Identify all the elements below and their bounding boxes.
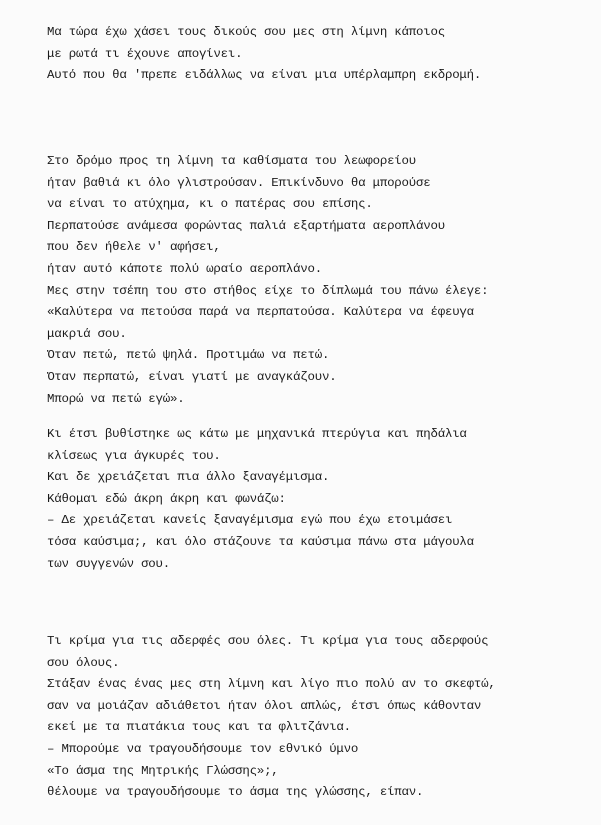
- text-line: που δεν ήθελε ν' αφήσει,: [47, 240, 221, 255]
- text-line: ήταν αυτό κάποτε πολύ ωραίο αεροπλάνο.: [47, 261, 322, 276]
- text-line: Μα τώρα έχω χάσει τους δικούς σου μες στη λίμνη κάποιος: [47, 25, 445, 39]
- stanza-2: [47, 151, 592, 410]
- text-line: Περπατούσε ανάμεσα φορώντας παλιά εξαρτήματα αεροπλάνου: [47, 218, 445, 233]
- text-line: «Το άσμα της Μητρικής Γλώσσης»;,: [47, 763, 279, 778]
- text-line: – Μπορούμε να τραγουδήσουμε τον εθνικό ύμνο: [47, 741, 359, 756]
- text-line: Στάξαν ένας ένας μες στη λίμνη και λίγο πιο πολύ αν το σκεφτώ,: [47, 677, 496, 692]
- text-line: τόσα καύσιμα;, και όλο στάζουνε τα καύσιμα πάνω στα μάγουλα: [47, 534, 474, 549]
- text-line: Όταν περπατώ, είναι γιατί με αναγκάζουν.: [47, 369, 337, 384]
- text-line: ήταν βαθιά κι όλο γλιστρούσαν. Επικίνδυνο θα μπορούσε: [47, 175, 431, 190]
- text-line: Αυτό που θα 'πρεπε ειδάλλως να είναι μια υπέρλαμπρη εκδρομή.: [47, 68, 482, 83]
- text-line: – Δε χρειάζεται κανείς ξαναγέμισμα εγώ που έχω ετοιμάσει: [47, 513, 453, 528]
- text-line: «Καλύτερα να πετούσα παρά να περπατούσα. Καλύτερα να έφευγα: [47, 305, 474, 320]
- text-line: Κι έτσι βυθίστηκε ως κάτω με μηχανικά πτερύγια και πηδάλια: [47, 427, 467, 441]
- text-line: Και δε χρειάζεται πια άλλο ξαναγέμισμα.: [47, 470, 330, 485]
- stanza-4: [47, 631, 592, 804]
- text-line: Κάθομαι εδώ άκρη άκρη και φωνάζω:: [47, 491, 286, 506]
- text-line: σου όλους.: [47, 655, 120, 670]
- text-line: θέλουμε να τραγουδήσουμε το άσμα της γλώσσης, είπαν.: [47, 785, 424, 800]
- text-line: με ρωτά τι έχουνε απογίνει.: [47, 46, 243, 61]
- text-line: κλίσεως για άγκυρές του.: [47, 448, 221, 463]
- stanza-3: [47, 424, 592, 575]
- text-line: εκεί με τα πιατάκια τους και τα φλιτζάνια.: [47, 720, 351, 735]
- text-line: Μπορώ να πετώ εγώ».: [47, 391, 185, 406]
- text-line: μακριά σου.: [47, 326, 127, 341]
- text-line: σαν να μοιάζαν αδιάθετοι ήταν όλοι απλώς, έτσι όπως κάθονταν: [47, 698, 482, 713]
- text-line: Όταν πετώ, πετώ ψηλά. Προτιμάω να πετώ.: [47, 348, 330, 363]
- text-line: Μες στην τσέπη του στο στήθος είχε το δίπλωμά του πάνω έλεγε:: [47, 283, 489, 298]
- text-line: να είναι το ατύχημα, κι ο πατέρας σου επίσης.: [47, 197, 373, 212]
- text-line: των συγγενών σου.: [47, 556, 171, 571]
- text-line: Στο δρόμο προς τη λίμνη τα καθίσματα του λεωφορείου: [47, 154, 417, 168]
- stanza-1: [47, 22, 592, 87]
- text-line: Τι κρίμα για τις αδερφές σου όλες. Τι κρίμα για τους αδερφούς: [47, 634, 489, 648]
